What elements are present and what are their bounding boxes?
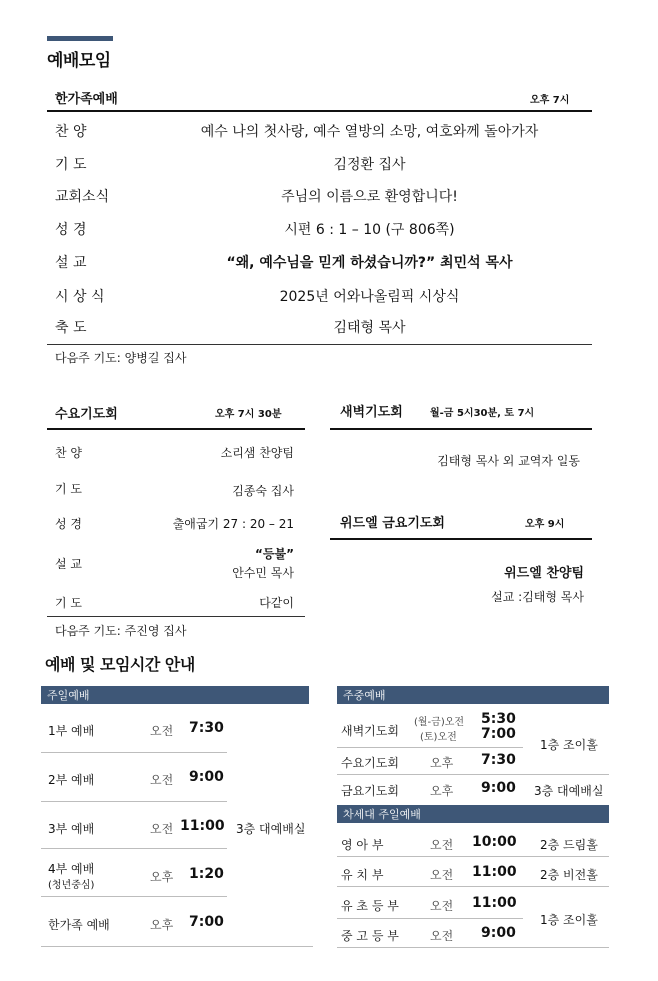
dawn-leader: 김태형 목사 외 교역자 일동 (437, 454, 580, 468)
wed-label: 찬 양 (55, 446, 82, 460)
schedule-name: 중 고 등 부 (341, 929, 399, 943)
wed-label: 성 경 (55, 517, 82, 531)
schedule-name: 2부 예배 (48, 773, 95, 787)
schedule-ampm: (토)오전 (420, 732, 457, 743)
order-label: 찬 양 (55, 124, 87, 140)
wed-label: 기 도 (55, 596, 82, 610)
nextgen-table-header: 차세대 주일예배 (337, 805, 609, 823)
nextgen-place: 1층 조이홀 (540, 913, 598, 927)
schedule-name: 수요기도회 (341, 756, 399, 770)
order-value: 2025년 어와나올림픽 시상식 (279, 289, 460, 305)
schedule-ampm: 오전 (150, 773, 174, 787)
schedule-ampm: 오후 (430, 784, 454, 798)
order-label: 설 교 (55, 255, 87, 271)
row-divider (337, 774, 609, 775)
row-divider (337, 886, 609, 887)
order-value: 예수 나의 첫사랑, 예수 열방의 소망, 여호와께 돌아가자 (200, 124, 539, 140)
order-label: 시 상 식 (55, 289, 105, 305)
row-divider (41, 848, 227, 849)
order-row-benediction (47, 311, 592, 343)
order-label: 성 경 (55, 222, 87, 238)
schedule-ampm: (월-금)오전 (414, 717, 465, 728)
row-divider (41, 752, 227, 753)
divider (47, 110, 592, 112)
schedule-time: 5:30 (481, 711, 516, 727)
weekday-table-header: 주중예배 (337, 686, 609, 704)
wed-value-preacher: 안수민 목사 (232, 566, 294, 580)
row-divider (41, 946, 313, 947)
schedule-ampm: 오후 (430, 756, 454, 770)
row-divider (337, 856, 609, 857)
schedule-time: 7:00 (189, 914, 224, 930)
row-divider (41, 801, 227, 802)
schedule-name: 한가족 예배 (48, 918, 110, 932)
order-value: 주님의 이름으로 환영합니다! (281, 189, 458, 205)
schedule-ampm: 오전 (430, 899, 454, 913)
schedule-ampm: 오전 (430, 929, 454, 943)
row-divider (337, 947, 609, 948)
wed-label: 기 도 (55, 482, 82, 496)
schedule-ampm: 오후 (150, 918, 174, 932)
divider (330, 428, 592, 430)
schedule-name: 새벽기도회 (341, 724, 399, 738)
wednesday-title: 수요기도회 (55, 407, 118, 422)
family-worship-time: 오후 7시 (530, 95, 570, 106)
row-divider (337, 918, 523, 919)
order-value: 김정환 집사 (333, 157, 406, 173)
schedule-ampm: 오전 (430, 838, 454, 852)
wed-value: 출애굽기 27 : 20 – 21 (172, 517, 294, 531)
family-worship-title: 한가족예배 (55, 92, 118, 107)
schedule-name: 유 치 부 (341, 868, 384, 882)
schedule-ampm: 오전 (150, 822, 174, 836)
row-divider (41, 896, 227, 897)
schedule-time: 9:00 (189, 769, 224, 785)
divider (47, 344, 592, 345)
sunday-place: 3층 대예배실 (236, 822, 306, 836)
schedule-place: 2층 드림홀 (540, 838, 598, 852)
row-divider (337, 747, 523, 748)
order-row-scripture (47, 213, 592, 245)
schedule-name: 금요기도회 (341, 784, 399, 798)
schedule-time: 11:00 (180, 818, 225, 834)
schedule-time: 11:00 (472, 895, 517, 911)
wed-value: “등불” (255, 547, 294, 561)
schedule-ampm: 오전 (150, 724, 174, 738)
friday-team: 위드엘 찬양팀 (504, 566, 584, 581)
order-row-praise (47, 115, 592, 147)
order-value: “왜, 예수님을 믿게 하셨습니까?” 최민석 목사 (226, 255, 513, 271)
wednesday-time: 오후 7시 30분 (215, 409, 282, 420)
next-prayer-note: 다음주 기도: 양병길 집사 (55, 351, 187, 365)
friday-time: 오후 9시 (525, 519, 565, 530)
schedule-place: 2층 비전홀 (540, 868, 598, 882)
schedule-time: 10:00 (472, 834, 517, 850)
schedule-name: 유 초 등 부 (341, 899, 399, 913)
order-value: 김태형 목사 (333, 320, 406, 336)
schedule-time: 9:00 (481, 925, 516, 941)
dawn-time: 월-금 5시30분, 토 7시 (430, 408, 535, 419)
order-row-prayer (47, 148, 592, 180)
sunday-table-header: 주일예배 (41, 686, 309, 704)
order-row-sermon (47, 246, 592, 278)
friday-preacher: 설교 :김태형 목사 (491, 590, 584, 604)
friday-title: 위드엘 금요기도회 (340, 516, 445, 531)
weekday-place: 1층 조이홀 (540, 738, 598, 752)
schedule-time: 7:00 (481, 726, 516, 742)
title-accent-bar (47, 36, 113, 41)
schedule-time: 9:00 (481, 780, 516, 796)
friday-place: 3층 대예배실 (534, 784, 604, 798)
order-row-news (47, 180, 592, 212)
schedule-name: 3부 예배 (48, 822, 95, 836)
schedule-name-sub: (청년중심) (48, 880, 95, 891)
order-value: 시편 6 : 1 – 10 (구 806쪽) (284, 222, 455, 238)
divider (47, 428, 305, 430)
divider (330, 538, 592, 540)
order-label: 축 도 (55, 320, 87, 336)
schedule-ampm: 오전 (430, 868, 454, 882)
wed-value: 소리샘 찬양팀 (220, 446, 294, 460)
schedule-title: 예배 및 모임시간 안내 (45, 655, 195, 674)
divider (47, 616, 305, 617)
wed-value: 다같이 (259, 596, 294, 610)
wed-label: 설 교 (55, 557, 82, 571)
order-row-award (47, 280, 592, 312)
schedule-name: 4부 예배 (48, 862, 95, 876)
next-prayer-note: 다음주 기도: 주진영 집사 (55, 624, 187, 638)
schedule-name: 1부 예배 (48, 724, 95, 738)
page-title: 예배모임 (47, 51, 111, 71)
dawn-title: 새벽기도회 (340, 405, 403, 420)
schedule-time: 11:00 (472, 864, 517, 880)
schedule-time: 7:30 (189, 720, 224, 736)
schedule-time: 7:30 (481, 752, 516, 768)
schedule-ampm: 오후 (150, 870, 174, 884)
order-label: 기 도 (55, 157, 87, 173)
order-label: 교회소식 (55, 189, 110, 205)
schedule-time: 1:20 (189, 866, 224, 882)
wed-value: 김종숙 집사 (232, 484, 294, 498)
schedule-name: 영 아 부 (341, 838, 384, 852)
